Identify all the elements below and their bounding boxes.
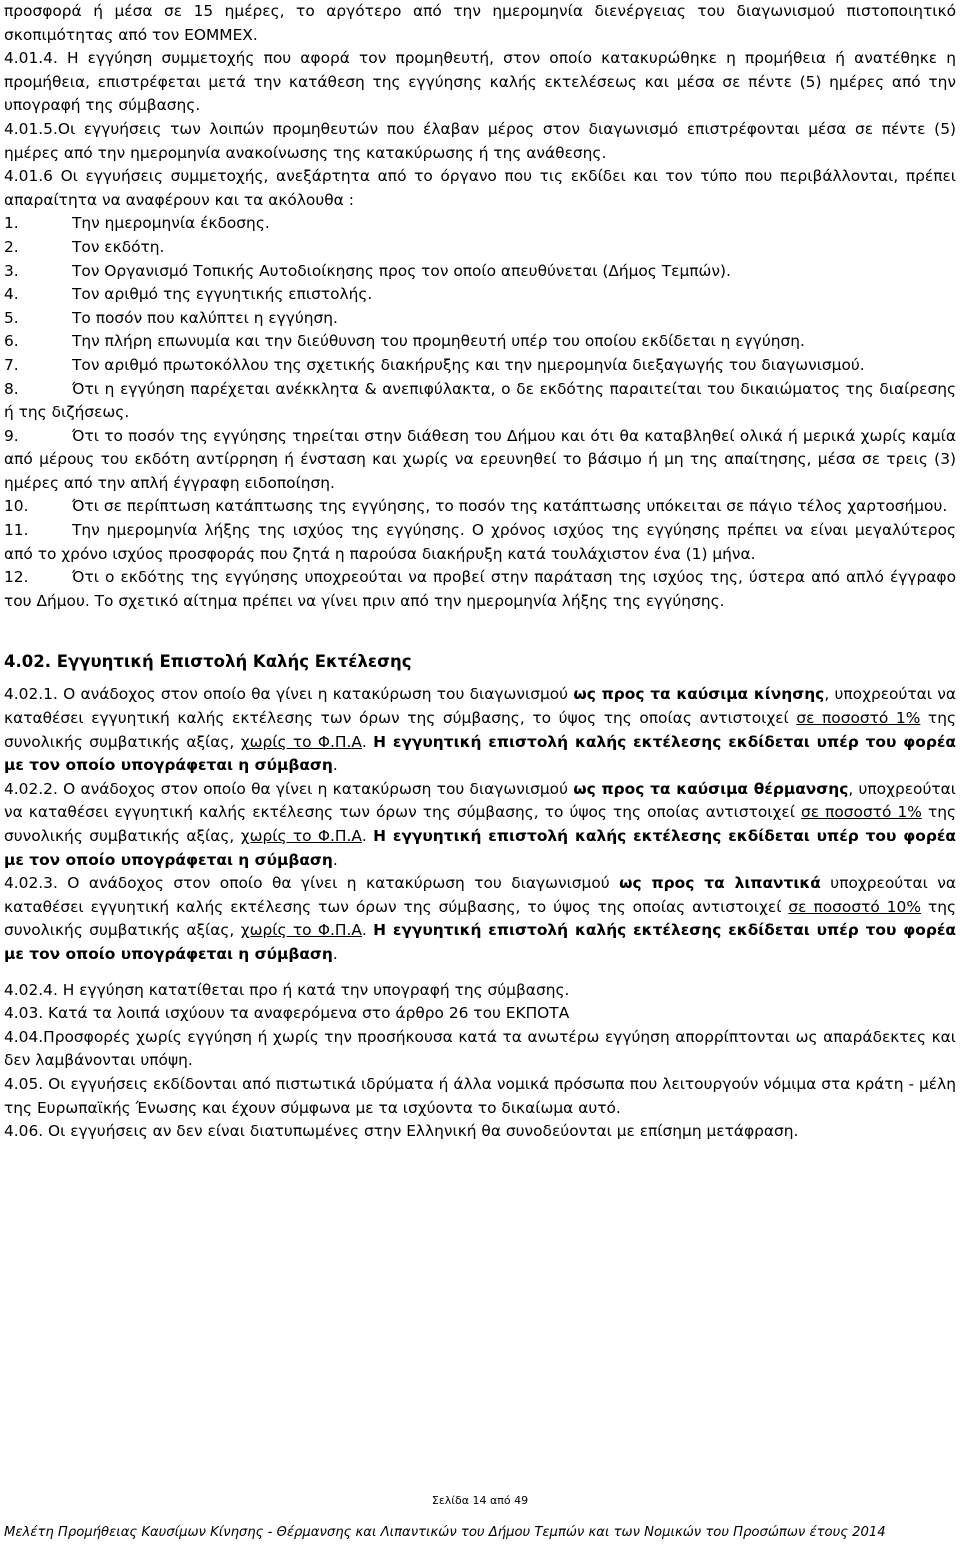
paragraph-4-06: 4.06. Οι εγγυήσεις αν δεν είναι διατυπωμένες στην Ελληνική θα συνοδεύονται με επίσημη μετάφραση.: [4, 1122, 799, 1141]
list-item-number: 2.: [4, 237, 19, 256]
document-page: [4, 0, 956, 1550]
list-item: [4, 519, 956, 566]
list-item: [4, 283, 956, 307]
section-heading-4-02: 4.02. Εγγυητική Επιστολή Καλής Εκτέλεσης: [4, 652, 412, 672]
list-item-number: 11.: [4, 521, 29, 540]
list-item-text: Την πλήρη επωνυμία και την διεύθυνση του προμηθευτή υπέρ του οποίου εκδίδεται η εγγύηση.: [72, 332, 805, 351]
list-item-number: 5.: [4, 308, 19, 327]
list-item-number: 10.: [4, 497, 29, 516]
list-item-number: 6.: [4, 332, 19, 351]
paragraph-4-01-5: 4.01.5.Οι εγγυήσεις των λοιπών προμηθευτών που έλαβαν μέρος στον διαγωνισμό επιστρέφονται μέσα σε πέντε (5) ημέρες από την ημερομηνία ανακοίνωσης της κατακύρωσης ή της ανάθεσης.: [4, 119, 956, 162]
list-item-number: 9.: [4, 426, 19, 445]
list-item: [4, 354, 956, 378]
list-item-text: Τον Οργανισμό Τοπικής Αυτοδιοίκησης προς τον οποίο απευθύνεται (Δήμος Τεμπών).: [72, 261, 731, 280]
spacer: [4, 675, 956, 683]
paragraph-4-02-2: 4.02.2. Ο ανάδοχος στον οποίο θα γίνει η κατακύρωση του διαγωνισμού ως προς τα καύσιμα θέρμανσης, υποχρεούται να καταθέσει εγγυητική καλής εκτέλεσης των όρων της σύμβασης, το ύψος της οποίας αντιστοιχεί σε ποσοστό 1% της συνολικής συμβατικής αξίας, χωρίς το Φ.Π.Α. Η εγγυητική επιστολή καλής εκτέλεσης εκδίδεται υπέρ του φορέα με τον οποίο υπογράφεται η σύμβαση.: [4, 779, 957, 869]
list-item: [4, 307, 956, 331]
list-item-text: Το ποσόν που καλύπτει η εγγύηση.: [72, 308, 338, 327]
paragraph-4-03: 4.03. Κατά τα λοιπά ισχύουν τα αναφερόμενα στο άρθρο 26 του ΕΚΠΟΤΑ: [4, 1004, 570, 1023]
page-number: Σελίδα 14 από 49: [431, 1494, 529, 1507]
list-item: [4, 212, 956, 236]
list-item-number: 12.: [4, 568, 29, 587]
list-item: [4, 495, 956, 519]
list-item: [4, 260, 956, 284]
list-item-text: Τον αριθμό πρωτοκόλλου της σχετικής διακήρυξης και την ημερομηνία διεξαγωγής του διαγωνισμού.: [72, 355, 865, 374]
paragraph-4-01-6: 4.01.6 Οι εγγυήσεις συμμετοχής, ανεξάρτητα από το όργανο που τις εκδίδει και τον τύπο που περιβάλλονται, πρέπει απαραίτητα να αναφέρουν και τα ακόλουθα :: [4, 167, 956, 209]
list-item-text: Τον αριθμό της εγγυητικής επιστολής.: [72, 285, 373, 304]
spacer: [4, 613, 956, 649]
paragraph-4-05: 4.05. Οι εγγυήσεις εκδίδονται από πιστωτικά ιδρύματα ή άλλα νομικά πρόσωπα που λειτουργούν νόμιμα στα κράτη - μέλη της Ευρωπαϊκής Ένωσης και έχουν σύμφωνα με τα ισχύοντα το δικαίωμα αυτό.: [4, 1074, 956, 1117]
list-item-text: Τον εκδότη.: [72, 237, 165, 256]
paragraph-4-02-1: 4.02.1. Ο ανάδοχος στον οποίο θα γίνει η κατακύρωση του διαγωνισμού ως προς τα καύσιμα κίνησης, υποχρεούται να καταθέσει εγγυητική καλής εκτέλεσης των όρων της σύμβασης, το ύψος της οποίας αντιστοιχεί σε ποσοστό 1% της συνολικής συμβατικής αξίας, χωρίς το Φ.Π.Α. Η εγγυητική επιστολή καλής εκτέλεσης εκδίδεται υπέρ του φορέα με τον οποίο υπογράφεται η σύμβαση.: [4, 685, 957, 775]
paragraph-4-02-4: 4.02.4. Η εγγύηση κατατίθεται προ ή κατά την υπογραφή της σύμβασης.: [4, 980, 570, 999]
list-item-text: Ότι ο εκδότης της εγγύησης υποχρεούται να προβεί στην παράταση της ισχύος της, ύστερα από απλό έγγραφο του Δήμου. Το σχετικό αίτημα πρέπει να γίνει πριν από την ημερομηνία λήξης της εγγύησης.: [4, 568, 956, 610]
paragraph-4-01-4: 4.01.4. Η εγγύηση συμμετοχής που αφορά τον προμηθευτή, στον οποίο κατακυρώθηκε η προμήθεια ή ανατέθηκε η προμήθεια, επιστρέφεται μετά την κατάθεση της εγγύησης καλής εκτελέσεως και μέσα σε πέντε (5) ημέρες από την υπογραφή της σύμβασης.: [4, 49, 956, 115]
list-item: [4, 425, 956, 496]
list-item-text: Την ημερομηνία λήξης της ισχύος της εγγύησης. Ο χρόνος ισχύος της εγγύησης πρέπει να είναι μεγαλύτερος από το χρόνο ισχύος προσφοράς που ζητά η παρούσα διακήρυξη κατά τουλάχιστον ένα (1) μήνα.: [4, 521, 956, 563]
paragraph-4-02-3: 4.02.3. Ο ανάδοχος στον οποίο θα γίνει η κατακύρωση του διαγωνισμού ως προς τα λιπαντικά υποχρεούται να καταθέσει εγγυητική καλής εκτέλεσης των όρων της σύμβασης, το ύψος της οποίας αντιστοιχεί σε ποσοστό 10% της συνολικής συμβατικής αξίας, χωρίς το Φ.Π.Α. Η εγγυητική επιστολή καλής εκτέλεσης εκδίδεται υπέρ του φορέα με τον οποίο υπογράφεται η σύμβαση.: [4, 874, 957, 963]
list-item-number: 1.: [4, 214, 19, 233]
list-item-text: Ότι σε περίπτωση κατάπτωσης της εγγύησης, το ποσόν της κατάπτωσης υπόκειται σε πάγιο τέλος χαρτοσήμου.: [72, 497, 948, 516]
list-item-text: Την ημερομηνία έκδοσης.: [72, 214, 270, 233]
requirements-list: [4, 212, 956, 613]
list-item-number: 3.: [4, 261, 19, 280]
list-item-text: Ότι η εγγύηση παρέχεται ανέκκλητα & ανεπιφύλακτα, ο δε εκδότης παραιτείται του δικαιώματος της διαίρεσης ή της διζήσεως.: [4, 379, 956, 422]
list-item-number: 4.: [4, 285, 19, 304]
list-item: [4, 378, 956, 425]
list-item: [4, 330, 956, 354]
footer-title: Μελέτη Προμήθειας Καυσίμων Κίνησης - Θέρμανσης και Λιπαντικών του Δήμου Τεμπών και των Νομικών του Προσώπων έτους 2014: [4, 1525, 886, 1540]
list-item: [4, 236, 956, 260]
list-item-text: Ότι το ποσόν της εγγύησης τηρείται στην διάθεση του Δήμου και ότι θα καταβληθεί ολικά ή μερικά χωρίς καμία από μέρους του εκδότη αντίρρηση ή ένσταση και χωρίς να ερευνηθεί το βάσιμο ή μη της απαίτησης, μέσα σε τρεις (3) ημέρες από την απλή έγγραφη ειδοποίηση.: [4, 426, 956, 492]
list-item-number: 8.: [4, 379, 19, 398]
paragraph-4-04: 4.04.Προσφορές χωρίς εγγύηση ή χωρίς την προσήκουσα κατά τα ανωτέρω εγγύηση απορρίπτονται ως απαράδεκτες και δεν λαμβάνονται υπόψη.: [4, 1027, 956, 1070]
list-item-number: 7.: [4, 355, 19, 374]
spacer: [4, 967, 956, 979]
list-item: [4, 566, 956, 613]
paragraph-continuation: προσφορά ή μέσα σε 15 ημέρες, το αργότερο από την ημερομηνία διενέργειας του διαγωνισμού πιστοποιητικό σκοπιμότητας από τον ΕΟΜΜΕΧ.: [4, 2, 956, 44]
